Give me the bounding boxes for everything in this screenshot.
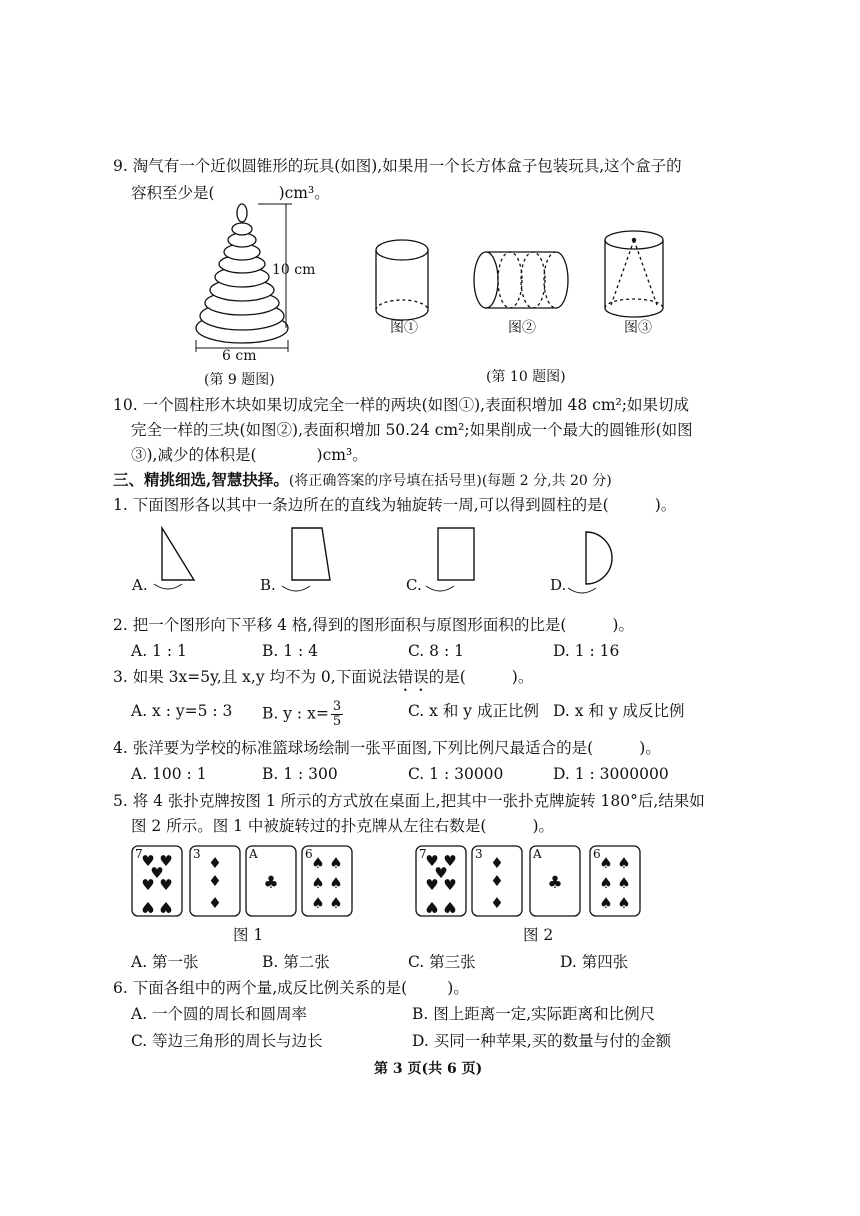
spade-icon: ♠ xyxy=(617,854,631,872)
s5-fig1-label: 图 1 xyxy=(233,926,264,944)
section3-heading xyxy=(113,469,612,492)
s4-opt-d[interactable]: D. 1 : 3000000 xyxy=(553,765,669,783)
q9-toy-figure xyxy=(188,200,328,370)
s3-opt-b[interactable] xyxy=(262,700,343,729)
s3-question-post: 的是( xyxy=(428,668,466,686)
spade-icon: ♠ xyxy=(311,874,325,892)
s3-opt-c[interactable]: C. x 和 y 成正比例 xyxy=(408,702,539,720)
q10-line3-pre: ③),减少的体积是( xyxy=(131,446,257,464)
s3-close: )。 xyxy=(511,668,534,686)
spade-icon: ♠ xyxy=(311,854,325,872)
heart-icon: ♥ xyxy=(150,864,164,882)
s1-opt-d[interactable]: D. xyxy=(550,576,567,594)
spade-icon: ♠ xyxy=(329,854,343,872)
card2-rank: 3 xyxy=(193,847,201,861)
s1-opt-b[interactable]: B. xyxy=(260,576,276,594)
s2-close: )。 xyxy=(612,616,634,634)
diamond-icon: ♦ xyxy=(208,872,222,890)
s5-opt-a[interactable]: A. 第一张 xyxy=(131,953,199,971)
card1-rank: 7 xyxy=(135,847,143,861)
s2-opt-b[interactable]: B. 1 : 4 xyxy=(262,642,319,660)
s4-close: )。 xyxy=(639,739,661,757)
s3-fraction-den: 5 xyxy=(332,714,342,729)
q9-caption: (第 9 题图) xyxy=(204,372,275,388)
q10-line2: 完全一样的三块(如图②),表面积增加 50.24 cm²;如果削成一个最大的圆锥形(如图 xyxy=(131,421,693,439)
spade-icon: ♠ xyxy=(329,894,343,912)
heart-icon: ♥ xyxy=(141,852,155,870)
s2-opt-c[interactable]: C. 8 : 1 xyxy=(408,642,464,660)
spade-icon: ♠ xyxy=(599,854,613,872)
s3-question xyxy=(113,666,533,695)
section3-title: 三、精挑细选,智慧抉择。 xyxy=(113,470,289,489)
club-icon: ♣ xyxy=(263,873,279,893)
s2-question-text: 2. 把一个图形向下平移 4 格,得到的图形面积与原图形面积的比是( xyxy=(113,616,567,634)
q9-line1: 9. 淘气有一个近似圆锥形的玩具(如图),如果用一个长方体盒子包装玩具,这个盒子的 xyxy=(113,157,682,175)
card6-rank: 3 xyxy=(475,847,483,861)
card8-rank: 6 xyxy=(593,847,601,861)
s4-opt-a[interactable]: A. 100 : 1 xyxy=(131,765,207,783)
heart-icon: ♥ xyxy=(434,864,448,882)
card5-rank: 7 xyxy=(419,847,427,861)
heart-icon: ♥ xyxy=(141,876,155,894)
q10-label-1: 图① xyxy=(390,320,418,336)
s5-line1: 5. 将 4 张扑克牌按图 1 所示的方式放在桌面上,把其中一张扑克牌旋转 180°后,结果如 xyxy=(113,792,705,810)
heart-icon: ♥ xyxy=(159,852,173,870)
spade-icon: ♠ xyxy=(329,874,343,892)
heart-icon: ♥ xyxy=(425,852,439,870)
s6-opt-a[interactable]: A. 一个圆的周长和圆周率 xyxy=(131,1005,308,1023)
s3-opt-a[interactable]: A. x : y=5 : 3 xyxy=(131,702,233,720)
s4-question-text: 4. 张洋要为学校的标准篮球场绘制一张平面图,下列比例尺最适合的是( xyxy=(113,739,594,757)
spade-icon: ♠ xyxy=(311,894,325,912)
heart-icon: ♥ xyxy=(443,876,457,894)
spade-icon: ♠ xyxy=(599,894,613,912)
q10-label-3: 图③ xyxy=(624,320,652,336)
s6-opt-b[interactable]: B. 图上距离一定,实际距离和比例尺 xyxy=(412,1005,656,1023)
s5-opt-b[interactable]: B. 第二张 xyxy=(262,953,330,971)
card3-rank: A xyxy=(249,847,258,861)
s1-shapes xyxy=(128,522,688,604)
q9-height-label: 10 cm xyxy=(272,262,316,278)
s6-question-text: 6. 下面各组中的两个量,成反比例关系的是( xyxy=(113,979,408,997)
s3-fraction xyxy=(331,700,343,729)
s5-fig2-label: 图 2 xyxy=(523,926,554,944)
s1-opt-a[interactable]: A. xyxy=(132,576,148,594)
q9-width-label: 6 cm xyxy=(222,348,257,364)
s6-opt-c[interactable]: C. 等边三角形的周长与边长 xyxy=(131,1032,323,1050)
q10-caption: (第 10 题图) xyxy=(486,369,566,385)
diamond-icon: ♦ xyxy=(490,894,504,912)
diamond-icon: ♦ xyxy=(490,872,504,890)
cylinder-fig3 xyxy=(605,231,663,317)
s4-opt-c[interactable]: C. 1 : 30000 xyxy=(408,765,504,783)
s3-question-pre: 3. 如果 3x=5y,且 x,y 均不为 0,下面说法 xyxy=(113,668,398,686)
s6-opt-d[interactable]: D. 买同一种苹果,买的数量与付的金额 xyxy=(412,1032,672,1050)
heart-icon: ♥ xyxy=(159,876,173,894)
cylinder-fig1 xyxy=(376,240,428,320)
card4-rank: 6 xyxy=(305,847,313,861)
q10-line1: 10. 一个圆柱形木块如果切成完全一样的两块(如图①),表面积增加 48 cm²;如果切成 xyxy=(113,396,689,414)
s5-close: )。 xyxy=(532,817,555,835)
card7-rank: A xyxy=(533,847,542,861)
diamond-icon: ♦ xyxy=(208,854,222,872)
s3-opt-d[interactable]: D. x 和 y 成反比例 xyxy=(553,702,685,720)
cylinder-fig2 xyxy=(474,252,568,308)
club-icon: ♣ xyxy=(547,873,563,893)
s4-question xyxy=(113,737,661,759)
heart-icon: ♥ xyxy=(425,898,439,916)
s1-question-text: 1. 下面图形各以其中一条边所在的直线为轴旋转一周,可以得到圆柱的是( xyxy=(113,496,609,514)
spade-icon: ♠ xyxy=(617,874,631,892)
s1-question xyxy=(113,494,676,516)
s1-opt-c[interactable]: C. xyxy=(406,576,422,594)
spade-icon: ♠ xyxy=(599,874,613,892)
s6-question xyxy=(113,977,469,999)
heart-icon: ♥ xyxy=(443,852,457,870)
s2-opt-a[interactable]: A. 1 : 1 xyxy=(131,642,187,660)
s2-opt-d[interactable]: D. 1 : 16 xyxy=(553,642,620,660)
heart-icon: ♥ xyxy=(141,898,155,916)
spade-icon: ♠ xyxy=(617,894,631,912)
s5-line2 xyxy=(131,815,554,837)
s3-question-emphasis: 错误 xyxy=(397,668,429,686)
heart-icon: ♥ xyxy=(425,876,439,894)
s4-opt-b[interactable]: B. 1 : 300 xyxy=(262,765,338,783)
q10-figures xyxy=(370,228,670,346)
s3-opt-b-pre: B. y : x= xyxy=(262,704,329,723)
s5-opt-d[interactable]: D. 第四张 xyxy=(560,953,629,971)
heart-icon: ♥ xyxy=(159,898,173,916)
s2-question xyxy=(113,614,634,636)
s5-line2-pre: 图 2 所示。图 1 中被旋转过的扑克牌从左往右数是( xyxy=(131,817,487,835)
q10-line3-post: )cm³。 xyxy=(316,446,368,464)
q9-line2-pre: 容积至少是( xyxy=(131,184,215,202)
diamond-icon: ♦ xyxy=(490,854,504,872)
s1-close: )。 xyxy=(654,496,677,514)
s6-close: )。 xyxy=(447,979,469,997)
s5-cards xyxy=(128,842,668,922)
diamond-icon: ♦ xyxy=(208,894,222,912)
q10-line3 xyxy=(131,444,368,466)
q10-label-2: 图② xyxy=(508,320,536,336)
section3-note: (将正确答案的序号填在括号里)(每题 2 分,共 20 分) xyxy=(288,473,612,489)
page-footer: 第 3 页(共 6 页) xyxy=(374,1061,483,1077)
s5-opt-c[interactable]: C. 第三张 xyxy=(408,953,476,971)
q9-line2-post: )cm³。 xyxy=(278,184,330,202)
s3-fraction-num: 3 xyxy=(332,699,342,714)
heart-icon: ♥ xyxy=(443,898,457,916)
